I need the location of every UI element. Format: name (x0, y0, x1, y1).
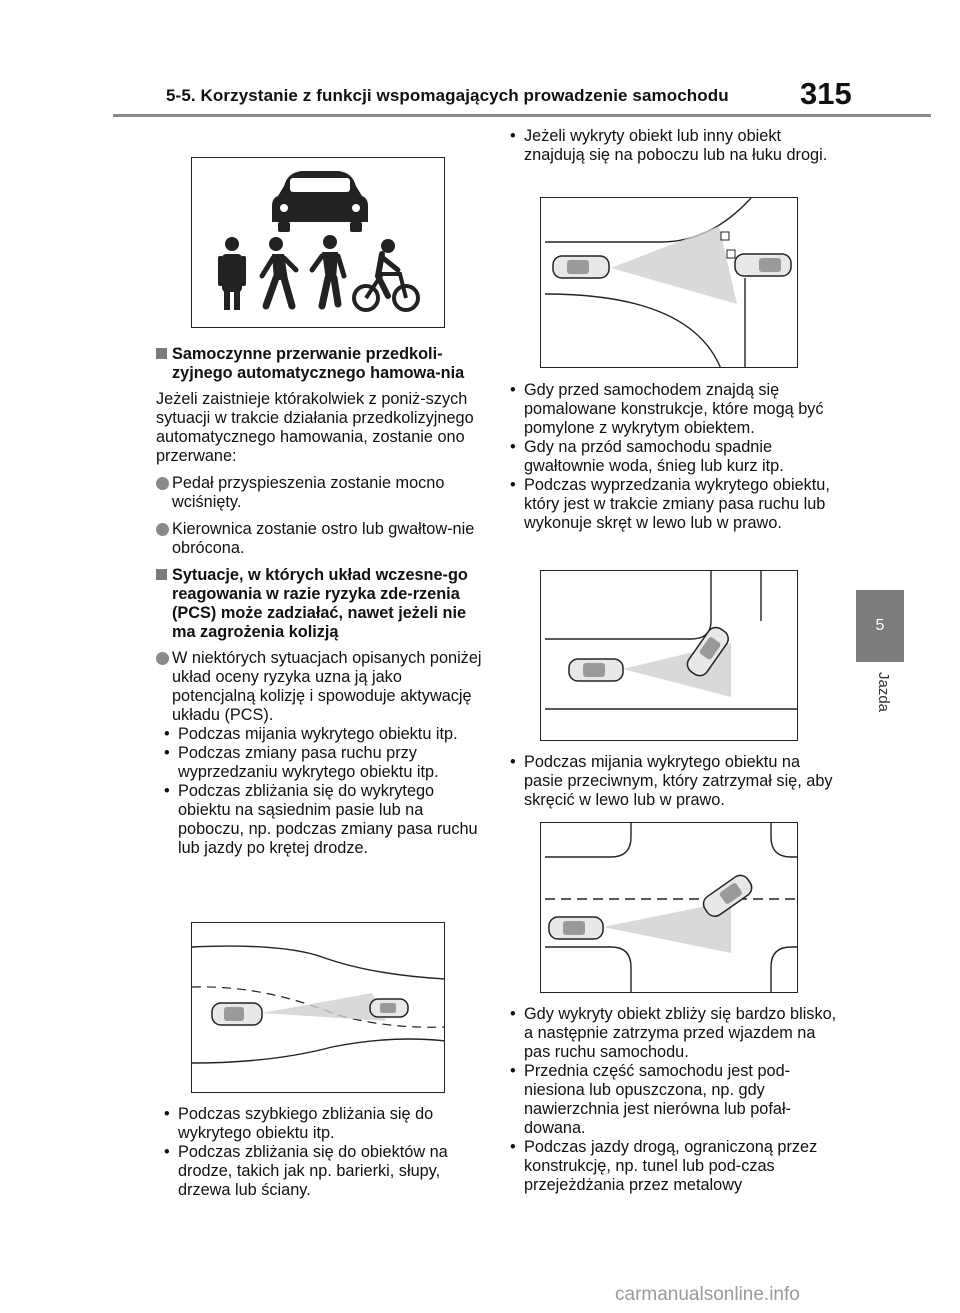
cyclist-icon (354, 239, 418, 310)
bullet-item: • Przednia część samochodu jest pod-niesiona lub opuszczona, np. gdy nawierzchnia jest nierówna lub pofał-dowana. (502, 1062, 837, 1138)
bullet-item: • Podczas mijania wykrytego obiektu itp. (156, 725, 486, 744)
circle-bullet-icon (156, 652, 169, 665)
bullet-item: • Podczas szybkiego zbliżania się do wykrytego obiektu itp. (156, 1105, 486, 1143)
car-front-icon (272, 171, 368, 232)
bullet-item: • Gdy wykryty obiekt zbliży się bardzo blisko, a następnie zatrzyma przed wjazdem na pas ruchu samochodu. (502, 1005, 837, 1062)
own-car-icon (553, 256, 609, 278)
chapter-label: Jazda (875, 672, 892, 713)
bullet-item: • Podczas zbliżania się do wykrytego obiektu na sąsiednim pasie lub na poboczu, np. podczas zmiany pasa ruchu lub jazdy po krętej drodze. (156, 782, 486, 858)
left-column-bottom (156, 1105, 486, 1200)
own-car-icon (212, 1003, 262, 1025)
chapter-number: 5 (875, 617, 885, 634)
figure-oncoming-turn (540, 822, 798, 993)
bullet-item: • Podczas zmiany pasa ruchu przy wyprzedzaniu wykrytego obiektu itp. (156, 744, 486, 782)
right-column-low (502, 753, 837, 810)
section-title: 5-5. Korzystanie z funkcji wspomagających prowadzenie samochodu (166, 86, 729, 105)
square-bullet-icon (156, 569, 167, 580)
watermark: carmanualsonline.info (615, 1284, 800, 1305)
pedestrian-standing-icon (218, 237, 246, 310)
bullet-item: • Podczas jazdy drogą, ograniczoną przez konstrukcję, np. tunel lub pod-czas przejeżdżania przez metalowy (502, 1138, 837, 1195)
page-number: 315 (800, 76, 852, 111)
list-item: Kierownica zostanie ostro lub gwałtow-nie obrócona. (156, 520, 486, 558)
own-car-icon (549, 917, 603, 939)
figure-curved-road (191, 922, 445, 1093)
bullet-item: • Jeżeli wykryty obiekt lub inny obiekt znajdują się na poboczu lub na łuku drogi. (502, 127, 837, 165)
square-bullet-icon (156, 348, 167, 359)
section-heading-pcs: Sytuacje, w których układ wczesne-go reagowania w razie ryzyka zde-rzenia (PCS) może zadziałać, nawet jeżeli nie ma zagrożenia kolizją (156, 566, 486, 642)
bullet-list (502, 381, 837, 533)
bullet-item: • Podczas wyprzedzania wykrytego obiektu, który jest w trakcie zmiany pasa ruchu lub wykonuje skręt w lewo lub w prawo. (502, 476, 837, 533)
bullet-item: • Podczas mijania wykrytego obiektu na pasie przeciwnym, który zatrzymał się, aby skręcić w lewo lub w prawo. (502, 753, 837, 810)
bullet-list (502, 127, 837, 165)
figure-roadside-object (540, 197, 798, 368)
bullet-item: • Gdy przed samochodem znajdą się pomalowane konstrukcje, które mogą być pomylone z wykrytym obiektem. (502, 381, 837, 438)
pedestrian-walking-icon (262, 237, 296, 306)
pedestrian-running-icon (312, 235, 344, 306)
header-rule (113, 114, 931, 117)
right-column-mid (502, 381, 837, 533)
right-column-top (502, 127, 837, 165)
target-car-icon (735, 254, 791, 276)
figure-detected-objects (191, 157, 445, 328)
right-column-bottom (502, 1005, 837, 1195)
bullet-list (502, 1005, 837, 1195)
bullet-item: • Gdy na przód samochodu spadnie gwałtownie woda, śnieg lub kurz itp. (502, 438, 837, 476)
bullet-item: • Podczas zbliżania się do obiektów na drodze, takich jak np. barierki, słupy, drzewa lub ściany. (156, 1143, 486, 1200)
target-car-icon (370, 999, 408, 1017)
bullet-list (156, 1105, 486, 1200)
chapter-tab (856, 590, 904, 662)
sensor-beam (262, 993, 386, 1021)
list-item: W niektórych sytuacjach opisanych poniżej układ oceny ryzyka uzna ją jako potencjalną kolizję i spowoduje aktywację układu (PCS). (156, 649, 486, 725)
own-car-icon (569, 659, 623, 681)
circle-bullet-icon (156, 523, 169, 536)
bullet-list (156, 725, 486, 858)
left-column (156, 345, 486, 858)
section-heading-interrupt: Samoczynne przerwanie przedkoli-zyjnego automatycznego hamowa-nia (156, 345, 486, 383)
bullet-list (502, 753, 837, 810)
sensor-beam (611, 226, 737, 304)
list-item: Pedał przyspieszenia zostanie mocno wciśnięty. (156, 474, 486, 512)
figure-overtaking-turn (540, 570, 798, 741)
paragraph-intro: Jeżeli zaistnieje którakolwiek z poniż-szych sytuacji w trakcie działania przedkolizyjnego automatycznego hamowania, zostanie ono przerwane: (156, 390, 474, 465)
circle-bullet-icon (156, 477, 169, 490)
